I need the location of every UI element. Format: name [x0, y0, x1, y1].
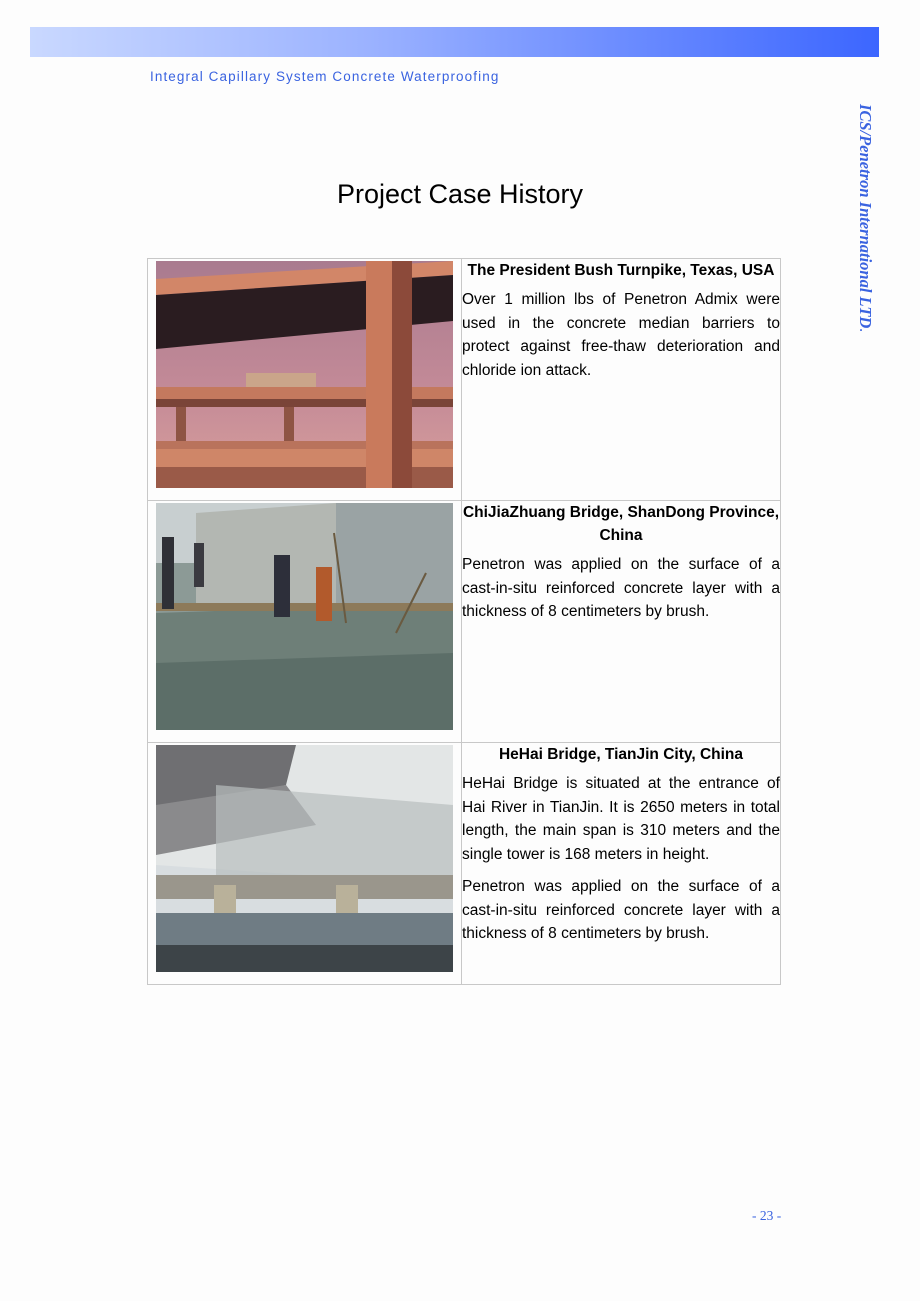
page-title: Project Case History [336, 179, 584, 210]
case-text-cell [462, 743, 781, 985]
side-company-label [855, 104, 875, 332]
case-image-cell [148, 501, 462, 743]
side-company-dot: . [856, 328, 875, 333]
case-image-cell [148, 259, 462, 501]
river-bridge-photo [156, 745, 453, 972]
case-row-hehai-bridge [148, 743, 781, 985]
page-number: - 23 - [752, 1208, 782, 1223]
running-header: Integral Capillary System Concrete Waterproofing [150, 69, 500, 84]
highway-overpass-photo [156, 261, 453, 488]
case-description: Penetron was applied on the surface of a cast-in-situ reinforced concrete layer with a thickness of 8 centimeters by brush. [462, 556, 780, 620]
header-gradient-band [30, 27, 879, 57]
case-description: HeHai Bridge is situated at the entrance of Hai River in TianJin. It is 2650 meters in total length, the main span is 310 meters and the single tower is 168 meters in height. [462, 775, 780, 863]
case-image-cell [148, 743, 462, 985]
case-text-cell [462, 259, 781, 501]
bridge-deck-workers-photo [156, 503, 453, 730]
case-title: ChiJiaZhuang Bridge, ShanDong Province, China [462, 504, 780, 544]
case-title: The President Bush Turnpike, Texas, USA [467, 262, 775, 279]
case-row-bush-turnpike [148, 259, 781, 501]
case-text-cell [462, 501, 781, 743]
case-row-chijiazhuang [148, 501, 781, 743]
case-description: Over 1 million lbs of Penetron Admix were used in the concrete median barriers to protect against free-thaw deterioration and chloride ion attack. [462, 291, 780, 379]
case-description: Penetron was applied on the surface of a cast-in-situ reinforced concrete layer with a thickness of 8 centimeters by brush. [462, 878, 780, 942]
side-company-name: ICS/Penetron International LTD [856, 104, 875, 329]
case-title: HeHai Bridge, TianJin City, China [498, 746, 744, 763]
case-history-table [147, 258, 781, 985]
